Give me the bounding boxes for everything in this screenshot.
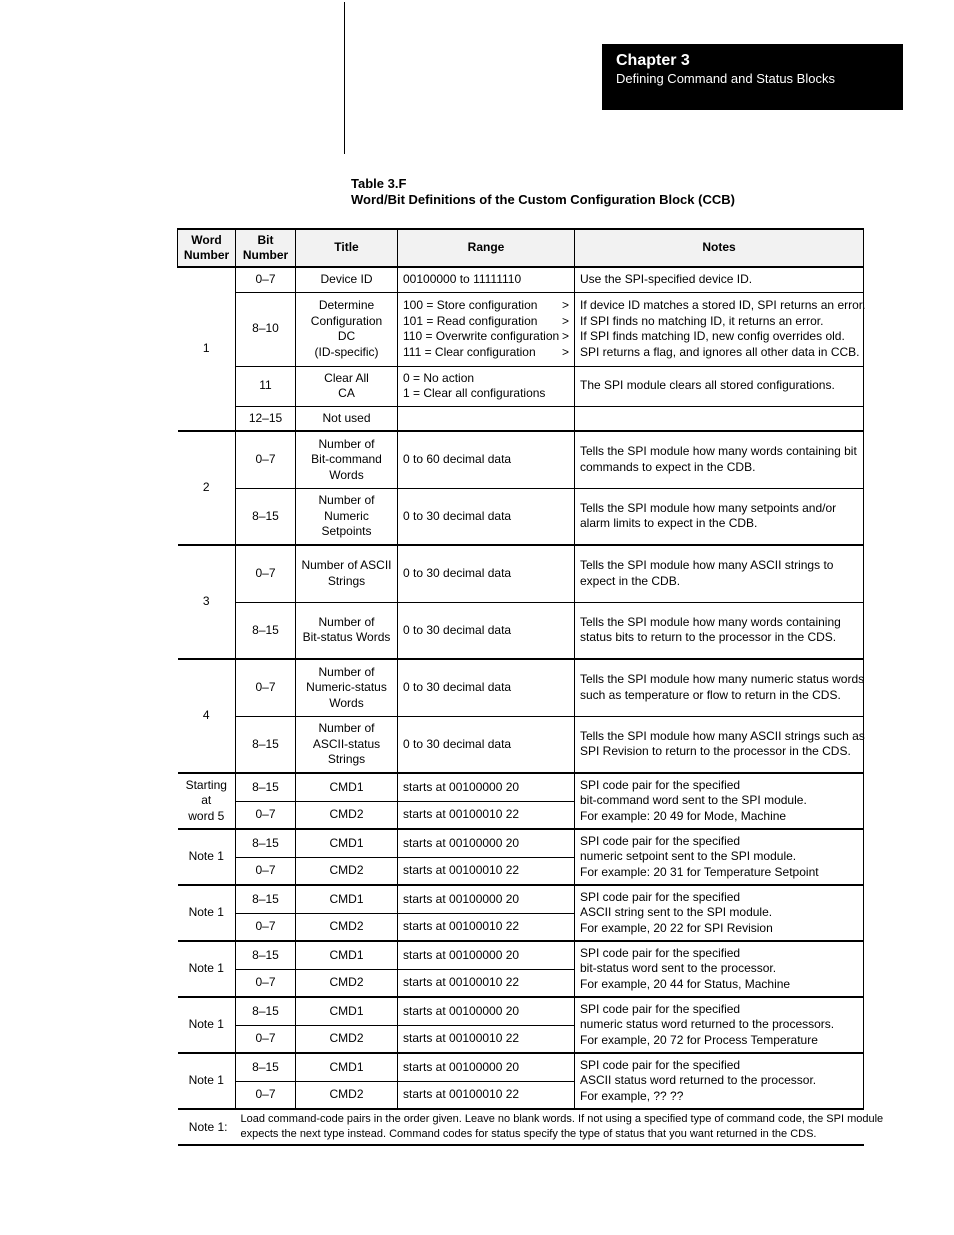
title-cell bbox=[296, 716, 398, 773]
word-number-cell bbox=[178, 545, 236, 659]
notes-line: numeric status word returned to the processors. bbox=[580, 1017, 835, 1032]
bit-number: 8–15 bbox=[252, 891, 279, 906]
footnote-line: Load command-code pairs in the order given. Leave no blank words. If not using a specified type of command code, the SPI module bbox=[240, 1113, 884, 1125]
notes-line: For example, ?? ?? bbox=[580, 1088, 684, 1103]
range-line: 0 to 30 decimal data bbox=[403, 736, 512, 751]
title-cell bbox=[296, 431, 398, 488]
title-line: CMD1 bbox=[329, 835, 364, 850]
title-line: CMD1 bbox=[329, 1059, 364, 1074]
title-line: Strings bbox=[327, 573, 366, 588]
notes-line: Tells the SPI module how many numeric status words bbox=[580, 672, 865, 687]
bit-number: 0–7 bbox=[255, 680, 276, 694]
title-cell bbox=[296, 659, 398, 716]
range-cell bbox=[398, 997, 575, 1025]
range-cell bbox=[398, 488, 575, 545]
notes-line: Tells the SPI module how many ASCII strings such as bbox=[580, 728, 865, 743]
range-cell bbox=[398, 857, 575, 885]
notes-line: For example, 20 72 for Process Temperature bbox=[580, 1032, 818, 1047]
chapter-section-title: Defining Command and Status Blocks bbox=[616, 71, 835, 86]
range-cell bbox=[398, 659, 575, 716]
title-line: CMD2 bbox=[329, 1031, 364, 1045]
title-cell bbox=[296, 1081, 398, 1109]
range-text: 110 = Overwrite configuration bbox=[403, 329, 560, 343]
range-line: 0 to 30 decimal data bbox=[403, 622, 512, 637]
title-line: ASCII-status bbox=[312, 736, 381, 751]
title-cell bbox=[296, 1053, 398, 1081]
range-cell bbox=[398, 885, 575, 913]
notes-cell bbox=[575, 366, 864, 406]
bit-number-cell bbox=[236, 716, 296, 773]
notes-cell bbox=[575, 406, 864, 431]
notes-line: status bits to return to the processor in the CDS. bbox=[580, 630, 837, 645]
title-line: Bit-status Words bbox=[302, 630, 391, 645]
range-line: 0 to 30 decimal data bbox=[403, 508, 512, 523]
title-line: Setpoints bbox=[321, 524, 372, 538]
bit-number-cell bbox=[236, 997, 296, 1025]
word-number: word 5 bbox=[188, 808, 225, 823]
title-line: Number of bbox=[318, 721, 375, 735]
column-header-line: Notes bbox=[702, 240, 736, 255]
table-row bbox=[178, 292, 864, 366]
table-row bbox=[178, 773, 864, 801]
footnote-line: expects the next type instead. Command codes for status specify the type of status that you want returned in the CDS. bbox=[240, 1128, 817, 1140]
word-number-cell bbox=[178, 829, 236, 885]
range-cell bbox=[398, 913, 575, 941]
word-number-cell bbox=[178, 941, 236, 997]
range-mark: > bbox=[561, 329, 569, 343]
title-cell bbox=[296, 997, 398, 1025]
bit-number: 0–7 bbox=[255, 1087, 276, 1101]
bit-number-cell bbox=[236, 659, 296, 716]
title-cell bbox=[296, 969, 398, 997]
title-line: CMD2 bbox=[329, 975, 364, 989]
notes-line: Use the SPI-specified device ID. bbox=[580, 272, 753, 286]
range-cell bbox=[398, 406, 575, 431]
notes-line: SPI code pair for the specified bbox=[580, 1001, 741, 1016]
title-cell bbox=[296, 292, 398, 366]
notes-line: such as temperature or flow to return in the CDS. bbox=[580, 687, 841, 702]
notes-line: SPI code pair for the specified bbox=[580, 889, 741, 904]
notes-line: SPI code pair for the specified bbox=[580, 833, 741, 848]
notes-cell bbox=[575, 829, 864, 885]
notes-line: For example, 20 44 for Status, Machine bbox=[580, 976, 791, 991]
notes-line: SPI code pair for the specified bbox=[580, 777, 741, 792]
range-mark: > bbox=[561, 298, 569, 312]
range-line: starts at 00100000 20 bbox=[403, 835, 520, 850]
notes-cell bbox=[575, 773, 864, 829]
notes-cell bbox=[575, 885, 864, 941]
margin-rule bbox=[344, 2, 345, 154]
word-number-cell bbox=[178, 1053, 236, 1109]
range-cell bbox=[398, 602, 575, 659]
title-cell bbox=[296, 857, 398, 885]
notes-line: ASCII string sent to the SPI module. bbox=[580, 905, 773, 920]
word-number: 3 bbox=[202, 594, 210, 609]
bit-number: 0–7 bbox=[255, 863, 276, 877]
range-cell bbox=[398, 267, 575, 292]
table-row bbox=[178, 545, 864, 602]
bit-number-cell bbox=[236, 545, 296, 602]
word-number: Note 1 bbox=[188, 849, 224, 864]
range-cell bbox=[398, 1025, 575, 1053]
table-row bbox=[178, 406, 864, 431]
range-cell bbox=[398, 801, 575, 829]
range-line: starts at 00100000 20 bbox=[403, 1003, 520, 1018]
table-row bbox=[178, 997, 864, 1025]
range-line: starts at 00100000 20 bbox=[403, 891, 520, 906]
chapter-title: Chapter 3 bbox=[616, 52, 690, 69]
range-line: starts at 00100000 20 bbox=[403, 947, 520, 962]
chapter-header bbox=[602, 44, 903, 110]
notes-line: The SPI module clears all stored configurations. bbox=[580, 378, 835, 393]
footnote-label: Note 1: bbox=[178, 1109, 236, 1145]
notes-line: If device ID matches a stored ID, SPI returns an error. bbox=[580, 298, 866, 312]
notes-line: Tells the SPI module how many words containing bit bbox=[580, 444, 857, 459]
notes-line: SPI code pair for the specified bbox=[580, 945, 741, 960]
notes-cell bbox=[575, 1053, 864, 1109]
title-cell bbox=[296, 488, 398, 545]
title-cell bbox=[296, 406, 398, 431]
bit-number-cell bbox=[236, 885, 296, 913]
bit-number: 0–7 bbox=[255, 975, 276, 989]
notes-cell bbox=[575, 941, 864, 997]
title-line: CMD1 bbox=[329, 779, 364, 794]
table-row bbox=[178, 488, 864, 545]
notes-line: If SPI finds no matching ID, it returns an error. bbox=[580, 313, 824, 328]
bit-number: 8–15 bbox=[252, 779, 279, 794]
title-line: Number of bbox=[318, 664, 375, 679]
table-row bbox=[178, 829, 864, 857]
column-header bbox=[236, 229, 296, 267]
range-line: starts at 00100000 20 bbox=[403, 1059, 520, 1074]
title-line: DC bbox=[337, 329, 356, 343]
range-text: 100 = Store configuration bbox=[403, 298, 538, 312]
column-header-line: Range bbox=[467, 240, 505, 255]
table-row bbox=[178, 1053, 864, 1081]
table-row bbox=[178, 366, 864, 406]
bit-number: 0–7 bbox=[255, 566, 276, 580]
table-row bbox=[178, 941, 864, 969]
title-cell bbox=[296, 913, 398, 941]
title-cell bbox=[296, 1025, 398, 1053]
bit-number: 0–7 bbox=[255, 1031, 276, 1045]
range-cell bbox=[398, 366, 575, 406]
bit-number: 8–15 bbox=[252, 1003, 279, 1018]
column-header-line: Word bbox=[191, 232, 222, 247]
bit-number-cell bbox=[236, 1053, 296, 1081]
range-line bbox=[403, 345, 569, 361]
notes-line: SPI code pair for the specified bbox=[580, 1057, 741, 1072]
range-cell bbox=[398, 969, 575, 997]
title-line: (ID-specific) bbox=[314, 344, 379, 359]
range-line: starts at 00100010 22 bbox=[403, 1031, 520, 1045]
bit-number-cell bbox=[236, 431, 296, 488]
bit-number-cell bbox=[236, 969, 296, 997]
range-line bbox=[403, 298, 569, 314]
notes-line: SPI Revision to return to the processor in the CDS. bbox=[580, 744, 851, 759]
word-number: at bbox=[201, 793, 212, 808]
bit-number-cell bbox=[236, 406, 296, 431]
title-line: CMD2 bbox=[329, 863, 364, 877]
column-header-line: Title bbox=[334, 240, 359, 255]
bit-number-cell bbox=[236, 1025, 296, 1053]
range-line: 0 to 30 decimal data bbox=[403, 566, 512, 580]
word-number-cell bbox=[178, 267, 236, 431]
title-line: CMD1 bbox=[329, 891, 364, 906]
title-line: Determine bbox=[318, 298, 375, 312]
notes-line: If SPI finds matching ID, new config overrides old. bbox=[580, 329, 845, 343]
range-line: starts at 00100010 22 bbox=[403, 807, 520, 821]
title-line: CMD1 bbox=[329, 1003, 364, 1018]
notes-line: Tells the SPI module how many words containing bbox=[580, 614, 841, 629]
bit-number-cell bbox=[236, 602, 296, 659]
range-cell bbox=[398, 941, 575, 969]
notes-line: Tells the SPI module how many ASCII strings to bbox=[580, 558, 834, 573]
notes-cell bbox=[575, 488, 864, 545]
table-row bbox=[178, 659, 864, 716]
table-row bbox=[178, 602, 864, 659]
range-line: 0 to 30 decimal data bbox=[403, 680, 512, 694]
title-line: CA bbox=[338, 386, 355, 400]
range-line: 00100000 to 11111110 bbox=[403, 272, 522, 286]
bit-number: 0–7 bbox=[255, 919, 276, 933]
title-line: CMD2 bbox=[329, 1087, 364, 1101]
bit-number-cell bbox=[236, 941, 296, 969]
bit-number-cell bbox=[236, 857, 296, 885]
word-number-cell bbox=[178, 659, 236, 773]
notes-line: Tells the SPI module how many setpoints and/or bbox=[580, 500, 837, 515]
title-line: Numeric bbox=[324, 508, 369, 523]
table-row bbox=[178, 716, 864, 773]
table-caption bbox=[351, 176, 735, 208]
bit-number-cell bbox=[236, 292, 296, 366]
word-number: 2 bbox=[202, 480, 210, 495]
notes-cell bbox=[575, 292, 864, 366]
range-line bbox=[403, 329, 569, 345]
bit-number-cell bbox=[236, 773, 296, 801]
bit-number-cell bbox=[236, 829, 296, 857]
range-line: 1 = Clear all configurations bbox=[403, 386, 546, 400]
range-cell bbox=[398, 829, 575, 857]
bit-number: 0–7 bbox=[255, 272, 276, 286]
notes-cell bbox=[575, 659, 864, 716]
range-line: starts at 00100010 22 bbox=[403, 919, 520, 933]
notes-line: expect in the CDB. bbox=[580, 573, 681, 588]
title-line: Number of bbox=[318, 436, 375, 451]
notes-line: ASCII status word returned to the processor. bbox=[580, 1073, 817, 1088]
range-text: 101 = Read configuration bbox=[403, 313, 538, 328]
table-row bbox=[178, 267, 864, 292]
table-title: Word/Bit Definitions of the Custom Configuration Block (CCB) bbox=[351, 192, 735, 207]
footnote-row bbox=[178, 1109, 864, 1145]
bit-number-cell bbox=[236, 913, 296, 941]
header-row bbox=[178, 229, 864, 267]
range-cell bbox=[398, 292, 575, 366]
notes-line: For example, 20 22 for SPI Revision bbox=[580, 920, 773, 935]
word-number-cell bbox=[178, 773, 236, 829]
title-line: CMD1 bbox=[329, 947, 364, 962]
bit-number-cell bbox=[236, 1081, 296, 1109]
bit-number-cell bbox=[236, 801, 296, 829]
column-header-line: Number bbox=[183, 248, 230, 262]
range-line: starts at 00100010 22 bbox=[403, 863, 520, 877]
title-cell bbox=[296, 602, 398, 659]
column-header bbox=[398, 229, 575, 267]
range-line: starts at 00100010 22 bbox=[403, 975, 520, 989]
bit-number: 8–15 bbox=[252, 508, 279, 523]
bit-number-cell bbox=[236, 488, 296, 545]
range-cell bbox=[398, 431, 575, 488]
word-number: 1 bbox=[202, 341, 210, 356]
notes-line: bit-status word sent to the processor. bbox=[580, 961, 777, 976]
notes-cell bbox=[575, 545, 864, 602]
title-line: Number of bbox=[318, 614, 375, 629]
title-line: CMD2 bbox=[329, 807, 364, 821]
range-cell bbox=[398, 1081, 575, 1109]
title-line: Words bbox=[329, 467, 364, 482]
notes-line: bit-command word sent to the SPI module. bbox=[580, 793, 807, 808]
title-line: Not used bbox=[322, 410, 371, 425]
notes-line: SPI returns a flag, and ignores all other data in CCB. bbox=[580, 344, 860, 359]
bit-number: 8–15 bbox=[252, 622, 279, 637]
bit-number: 8–15 bbox=[252, 947, 279, 962]
notes-cell bbox=[575, 267, 864, 292]
title-line: Words bbox=[329, 695, 364, 710]
bit-number: 11 bbox=[259, 378, 272, 393]
word-number-cell bbox=[178, 885, 236, 941]
notes-cell bbox=[575, 716, 864, 773]
title-line: Device ID bbox=[320, 272, 373, 286]
notes-line: alarm limits to expect in the CDB. bbox=[580, 516, 758, 531]
footnote-text bbox=[236, 1109, 884, 1145]
title-line: CMD2 bbox=[329, 919, 364, 933]
notes-line: For example: 20 49 for Mode, Machine bbox=[580, 808, 787, 823]
word-number: 4 bbox=[202, 708, 210, 723]
notes-line: commands to expect in the CDB. bbox=[580, 459, 756, 474]
bit-number: 8–15 bbox=[252, 736, 279, 751]
range-cell bbox=[398, 716, 575, 773]
bit-number-cell bbox=[236, 267, 296, 292]
bit-number: 0–7 bbox=[255, 807, 276, 821]
title-line: Numeric-status bbox=[306, 680, 387, 694]
bit-number-cell bbox=[236, 366, 296, 406]
bit-number: 8–15 bbox=[252, 1059, 279, 1074]
column-header bbox=[178, 229, 236, 267]
title-cell bbox=[296, 941, 398, 969]
range-text: 111 = Clear configuration bbox=[403, 344, 536, 359]
title-cell bbox=[296, 267, 398, 292]
column-header bbox=[296, 229, 398, 267]
range-line: starts at 00100000 20 bbox=[403, 779, 520, 794]
word-number: Note 1 bbox=[188, 1017, 224, 1032]
ccb-definitions-table bbox=[177, 228, 884, 1146]
title-line: Strings bbox=[327, 752, 366, 766]
range-mark: > bbox=[561, 344, 569, 359]
title-line: Clear All bbox=[324, 370, 369, 385]
column-header-line: Bit bbox=[257, 232, 274, 247]
range-cell bbox=[398, 1053, 575, 1081]
notes-cell bbox=[575, 997, 864, 1053]
title-cell bbox=[296, 885, 398, 913]
table-number: Table 3.F bbox=[351, 176, 407, 191]
range-mark: > bbox=[561, 313, 569, 328]
column-header-line: Number bbox=[242, 248, 289, 262]
title-cell bbox=[296, 545, 398, 602]
word-number-cell bbox=[178, 431, 236, 545]
word-number: Note 1 bbox=[188, 961, 224, 976]
title-line: Number of bbox=[318, 493, 375, 507]
notes-cell bbox=[575, 602, 864, 659]
bit-number: 8–10 bbox=[252, 321, 279, 336]
bit-number: 8–15 bbox=[252, 835, 279, 850]
range-cell bbox=[398, 545, 575, 602]
table-row bbox=[178, 431, 864, 488]
title-cell bbox=[296, 773, 398, 801]
title-line: Number of ASCII bbox=[301, 558, 392, 573]
column-header bbox=[575, 229, 864, 267]
range-line: 0 to 60 decimal data bbox=[403, 452, 512, 466]
word-number-cell bbox=[178, 997, 236, 1053]
word-number: Starting bbox=[185, 777, 227, 792]
title-line: Configuration bbox=[310, 313, 383, 328]
bit-number: 12–15 bbox=[248, 410, 283, 425]
title-cell bbox=[296, 366, 398, 406]
range-line: starts at 00100010 22 bbox=[403, 1087, 520, 1101]
title-cell bbox=[296, 801, 398, 829]
range-line bbox=[403, 314, 569, 330]
title-line: Bit-command bbox=[311, 452, 382, 466]
table-row bbox=[178, 885, 864, 913]
title-cell bbox=[296, 829, 398, 857]
bit-number: 0–7 bbox=[255, 452, 276, 466]
range-cell bbox=[398, 773, 575, 801]
notes-cell bbox=[575, 431, 864, 488]
range-line: 0 = No action bbox=[403, 370, 475, 385]
word-number: Note 1 bbox=[188, 905, 224, 920]
word-number: Note 1 bbox=[188, 1073, 224, 1088]
notes-line: numeric setpoint sent to the SPI module. bbox=[580, 849, 797, 864]
notes-line: For example: 20 31 for Temperature Setpoint bbox=[580, 864, 819, 879]
